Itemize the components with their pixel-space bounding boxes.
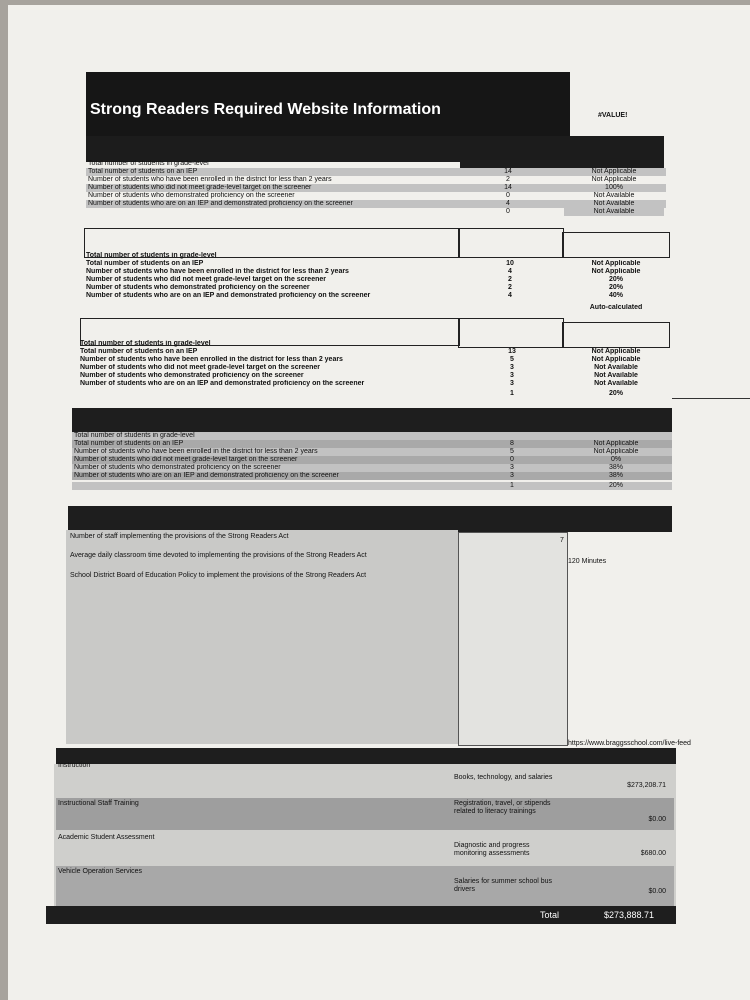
table-row: Total number of students in grade-level [86, 252, 217, 259]
staff-header-bar [68, 506, 672, 532]
expenditure-description: Diagnostic and progress monitoring assessments [454, 842, 530, 857]
section-4-header-bar [72, 408, 672, 434]
section-3-rule [672, 398, 750, 399]
expenditure-description: Salaries for summer school bus drivers [454, 878, 553, 893]
table-row: Total number of students on an IEP 14 Not Applicable [86, 168, 666, 176]
table-row: Number of students who are on an IEP and demonstrated proficiency on the screener 4 Not Available [86, 200, 666, 208]
table-row: Number of students who did not meet grade-level target on the screener 14 100% [86, 184, 666, 192]
table-row: Total number of students on an IEP 10 Not Applicable [86, 260, 641, 267]
table-row: Number of students who demonstrated proficiency on the screener 3 Not Available [80, 372, 638, 379]
page-title: Strong Readers Required Website Information [90, 101, 441, 118]
table-row: Number of students who did not meet grade-level target on the screener 0 0% [72, 456, 672, 464]
value-error-cell: #VALUE! [598, 112, 628, 119]
table-row: Number of students who are on an IEP and demonstrated proficiency on the screener 3 38% [72, 472, 672, 480]
time-value: 120 Minutes [568, 558, 607, 565]
expenditure-amount: $273,208.71 [627, 782, 666, 789]
staff-gray-area [66, 530, 458, 744]
table-row: 1 20% [510, 390, 623, 397]
expenditure-amount: $0.00 [648, 816, 666, 823]
time-label: Average daily classroom time devoted to implementing the provisions of the Strong Readers Act [70, 552, 367, 559]
expenditure-category: Instructional Staff Training [58, 800, 139, 807]
table-row: Total number of students in grade-level [80, 340, 211, 347]
table-row: Total number of students in grade-level [72, 432, 672, 440]
total-label: Total [540, 910, 560, 920]
expenditure-category: Instruction [58, 762, 91, 769]
table-row: Auto-calculated [589, 304, 643, 311]
table-row: Number of students who demonstrated proficiency on the screener 2 20% [86, 284, 623, 291]
expenditure-row [56, 760, 674, 800]
table-row: Total number of students on an IEP 13 Not Applicable [80, 348, 641, 355]
expenditure-row [56, 832, 674, 866]
expenditure-category: Vehicle Operation Services [58, 868, 143, 875]
staff-label: Number of staff implementing the provisions of the Strong Readers Act [70, 533, 289, 540]
expenditure-row [56, 866, 674, 906]
expenditure-category: Academic Student Assessment [58, 834, 155, 841]
table-row: Number of students who are on an IEP and demonstrated proficiency on the screener 4 40% [86, 292, 623, 299]
table-row: Number of students who have been enrolled in the district for less than 2 years 4 Not Applicable [86, 268, 641, 275]
table-row: Number of students who demonstrated proficiency on the screener 3 38% [72, 464, 672, 472]
policy-url[interactable]: https://www.braggsschool.com/live-feed [568, 740, 691, 747]
table-row: 1 20% [72, 482, 672, 490]
section-3-table [78, 340, 672, 406]
table-row: Total number of students on an IEP 8 Not Applicable [72, 440, 672, 448]
expenditure-amount: $0.00 [648, 888, 666, 895]
staff-value-column [458, 532, 568, 746]
header-bar-left-lower [86, 136, 460, 162]
table-row: Number of students who have been enrolled in the district for less than 2 years 5 Not Applicable [80, 356, 641, 363]
table-row: Number of students who have been enrolled in the district for less than 2 years 5 Not Applicable [72, 448, 672, 456]
table-row: Total number of students in grade-level [88, 160, 209, 167]
expenditure-row [56, 798, 674, 830]
table-row: Number of students who did not meet grade-level target on the screener 2 20% [86, 276, 623, 283]
section-1-table [86, 160, 666, 228]
table-row: Number of students who demonstrated proficiency on the screener 0 Not Available [88, 192, 635, 199]
expenditure-description: Registration, travel, or stipends related to literacy trainings [454, 800, 551, 815]
total-bar [46, 906, 676, 924]
expenditure-amount: $680.00 [640, 850, 666, 857]
table-row: 0 Not Available [86, 208, 666, 216]
expenditure-description: Books, technology, and salaries [454, 774, 553, 781]
staff-value: 7 [560, 537, 564, 544]
section-4-table [72, 432, 672, 504]
table-row: Number of students who are on an IEP and demonstrated proficiency on the screener 3 Not Available [80, 380, 638, 387]
section-2-table [84, 252, 670, 316]
table-row: Number of students who did not meet grade-level target on the screener 3 Not Available [80, 364, 638, 371]
policy-label: School District Board of Education Policy to implement the provisions of the Strong Readers Act [70, 572, 367, 579]
table-row: Number of students who have been enrolled in the district for less than 2 years 2 Not Applicable [88, 176, 637, 183]
total-value: $273,888.71 [604, 910, 655, 920]
